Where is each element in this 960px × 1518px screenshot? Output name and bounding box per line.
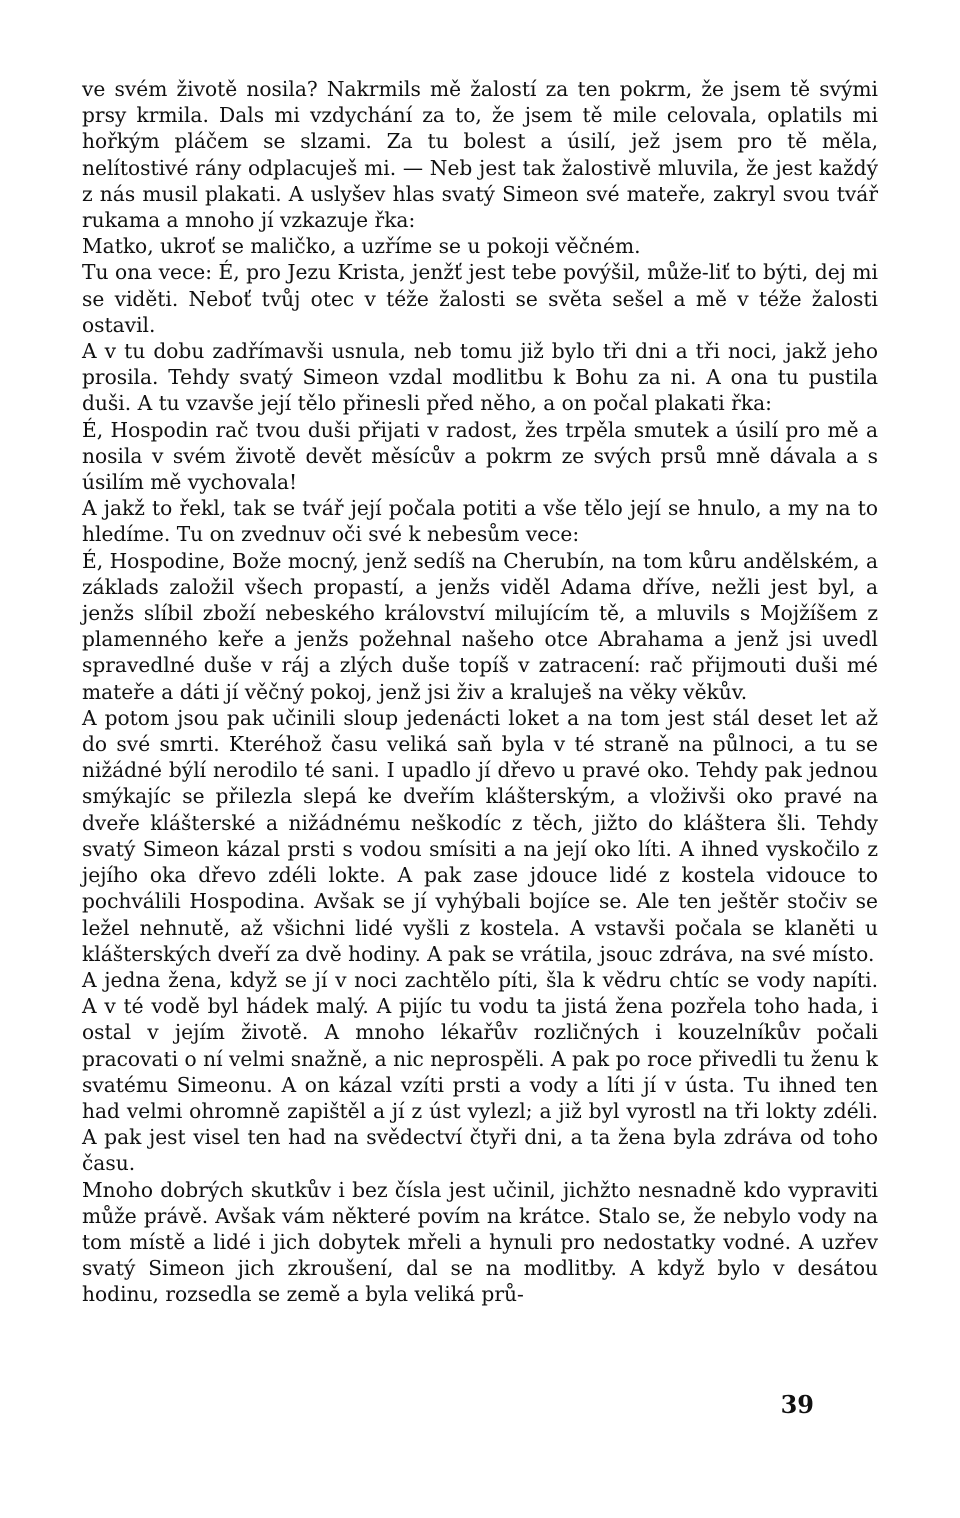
paragraph: ve svém životě nosila? Nakrmils mě žalostí za ten pokrm, že jsem tě svými prsy krmila. Dals mi vzdychání za to, že jsem tě mile celovala, oplatils mi hořkým pláčem se slzami. Za tu bolest a úsilí, jež jsem pro tě měla, nelítostivé rány odplacuješ mi. — Neb jest tak žalostivě mluvila, že jest každý z nás musil plakati. A uslyšev hlas svatý Simeon své mateře, zakryl svou tvář rukama a mnoho jí vzkazuje řka: [82,77,878,233]
page-number: 39 [780,1390,814,1419]
paragraph: É, Hospodin rač tvou duši přijati v radost, žes trpěla smutek a úsilí pro mě a nosila v svém životě devět měsícův a pokrm ze svých prsů mně dávala a s úsilím mě vychovala! [82,417,878,495]
paragraph: Mnoho dobrých skutkův i bez čísla jest učinil, jichžto nesnadně kdo vypraviti může právě. Avšak vám některé povím na krátce. Stalo se, že nebylo vody na tom místě a lidé i jich dobytek mřeli a hynuli pro nedostatky vodné. A uzřev svatý Simeon jich zkroušení, dal se na modlitby. A když bylo v desátou hodinu, rozsedla se země a byla veliká prů- [82,1177,878,1307]
paragraph: Matko, ukroť se maličko, a uzříme se u pokoji věčném. [82,234,641,259]
paragraph: Tu ona vece: É, pro Jezu Krista, jenžť jest tebe povýšil, může-liť to býti, dej mi se viděti. Neboť tvůj otec v téže žalosti se světa sešel a mě v téže žalosti ostavil. [82,260,878,337]
paragraph: A v tu dobu zadřímavši usnula, neb tomu již bylo tři dni a tři noci, jakž jeho prosila. Tehdy svatý Simeon vzdal modlitbu k Bohu za ni. A ona tu pustila duši. A tu vzavše její tělo přinesli před něho, a on počal plakati řka: [82,339,878,416]
paragraph: A jakž to řekl, tak se tvář její počala potiti a vše tělo její se hnulo, a my na to hledíme. Tu on zvednuv oči své k nebesům vece: [82,496,878,547]
paragraph: É, Hospodine, Bože mocný, jenž sedíš na Cherubín, na tom kůru andělském, a základs založil všech propastí, a jenžs viděl Adama dříve, nežli jest byl, a jenžs slíbil zboží nebeského království milujícím tě, a mluvils s Mojžíšem z plamenného keře a jenžs požehnal našeho otce Abrahama a jenž jsi uvedl spravedlné duše v ráj a zlých duše topíš v zatracení: rač přijmouti duši mé mateře a dáti jí věčný pokoj, jenž jsi živ a kraluješ na věky věkův. [82,548,879,704]
paragraph: A jedna žena, když se jí v noci zachtělo píti, šla k vědru chtíc se vody napíti. A v té vodě byl hádek malý. A pijíc tu vodu ta jistá žena pozřela toho hada, i ostal v jejím životě. A mnoho lékařův rozličných i kouzelníkův počali pracovati o ní velmi snažně, a nic neprospěli. A pak po roce přivedli tu ženu k svatému Simeonu. A on kázal vzíti prsti a vody a líti jí v ústa. Tu ihned ten had velmi ohromně zapištěl a jí z úst vylezl; a již byl vyrostl na tři lokty zdéli. A pak jest visel ten had na svědectví čtyři dni, a ta žena byla zdráva od toho času. [82,967,878,1176]
paragraph: A potom jsou pak učinili sloup jedenácti loket a na tom jest stál deset let až do své smrti. Kteréhož času veliká saň byla v té straně na půlnoci, a tu se nižádné býlí nerodilo té sani. I upadlo jí dřevo u pravé oko. Tehdy pak jednou smýkajíc se přilezla slepá ke dveřím klášterským, a vloživši oko pravé na dveře klášterské a nižádnému neškodíc z těch, jižto do kláštera šli. Tehdy svatý Simeon kázal prsti s vodou smísiti a na její oko líti. A ihned vyskočilo z jejího oka dřevo zdéli lokte. A pak zase jdouce lidé z kostela vidouce to pochválili Hospodina. Avšak se jí vyhýbali bojíce se. Ale ten ještěr stočiv se ležel nehnutě, až všichni lidé vyšli z kostela. A vstavši počala se klaněti u klášterských dveří za dvě hodiny. A pak se vrátila, jsouc zdráva, na své místo. [82,705,878,966]
page-body [82,76,878,1308]
